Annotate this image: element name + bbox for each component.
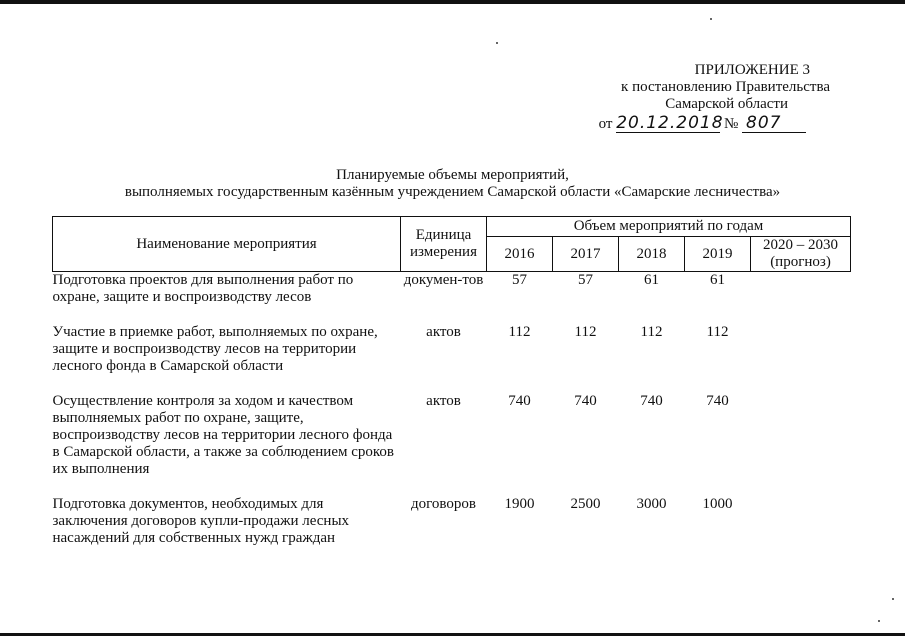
activity-name-cell: Участие в приемке работ, выполняемых по охране, защите и воспроизводству лесов на территории лесного фонда в Самарской области xyxy=(52,324,378,374)
value-2019-cell: 112 xyxy=(706,324,729,340)
appendix-block xyxy=(560,62,830,133)
value-2017-cell: 2500 xyxy=(570,496,601,512)
scan-speck xyxy=(892,598,894,600)
header-year-2019: 2019 xyxy=(685,237,751,272)
header-forecast: 2020 – 2030 (прогноз) xyxy=(751,237,851,272)
scan-speck xyxy=(710,18,712,20)
unit-cell: договоров xyxy=(411,496,476,512)
table-row xyxy=(53,393,851,496)
header-volume-by-years: Объем мероприятий по годам xyxy=(487,217,851,237)
heading-line-1: Планируемые объемы мероприятий, xyxy=(336,167,569,183)
heading-line-2: выполняемых государственным казённым учреждением Самарской области «Самарские лесничества» xyxy=(124,184,781,200)
header-year-2017: 2017 xyxy=(553,237,619,272)
value-2019-cell: 740 xyxy=(706,393,729,409)
bottom-border-line xyxy=(0,633,905,636)
header-year-2016: 2016 xyxy=(487,237,553,272)
table-row xyxy=(53,496,851,556)
value-2016-cell: 740 xyxy=(508,393,531,409)
value-forecast-cell xyxy=(751,272,851,325)
number-prefix: № xyxy=(723,116,739,132)
header-year-2018: 2018 xyxy=(619,237,685,272)
activity-name-cell: Подготовка документов, необходимых для заключения договоров купли-продажи лесных насаждений для собственных нужд граждан xyxy=(52,496,350,546)
value-forecast-cell xyxy=(751,393,851,496)
value-2018-cell: 740 xyxy=(640,393,663,409)
handwritten-date: 20.12.2018 xyxy=(616,113,724,133)
value-2017-cell: 112 xyxy=(574,324,597,340)
value-2018-cell: 112 xyxy=(640,324,663,340)
activity-name-cell: Осуществление контроля за ходом и качеством выполняемых работ по охране, защите, воспроизводству лесов на территории лесного фонда в Самарской области, а также за соблюдением сроков их выполнения xyxy=(52,393,394,477)
unit-cell: актов xyxy=(426,393,461,409)
value-2016-cell: 1900 xyxy=(504,496,535,512)
appendix-title: ПРИЛОЖЕНИЕ 3 xyxy=(694,62,810,78)
appendix-line-3: Самарской области xyxy=(665,96,788,112)
unit-cell: докумен-тов xyxy=(403,272,484,288)
value-forecast-cell xyxy=(751,496,851,556)
date-prefix: от xyxy=(598,116,613,132)
table-row xyxy=(53,324,851,393)
scan-speck xyxy=(878,620,880,622)
header-unit: Единица измерения xyxy=(401,217,487,272)
value-2016-cell: 57 xyxy=(512,272,527,288)
appendix-date-line xyxy=(560,115,830,133)
handwritten-number: 807 xyxy=(742,115,806,133)
value-2018-cell: 3000 xyxy=(636,496,667,512)
header-activity-name: Наименование мероприятия xyxy=(53,217,401,272)
value-2019-cell: 1000 xyxy=(702,496,733,512)
appendix-line-2: к постановлению Правительства xyxy=(621,79,830,95)
value-2017-cell: 57 xyxy=(578,272,593,288)
activity-name-cell: Подготовка проектов для выполнения работ по охране, защите и воспроизводству лесов xyxy=(52,272,354,305)
table-row xyxy=(53,272,851,325)
top-border-line xyxy=(0,0,905,4)
scan-speck xyxy=(496,42,498,44)
unit-cell: актов xyxy=(426,324,461,340)
value-2019-cell: 61 xyxy=(710,272,725,288)
value-forecast-cell xyxy=(751,324,851,393)
value-2017-cell: 740 xyxy=(574,393,597,409)
value-2018-cell: 61 xyxy=(644,272,659,288)
activities-table xyxy=(52,216,851,556)
value-2016-cell: 112 xyxy=(508,324,531,340)
